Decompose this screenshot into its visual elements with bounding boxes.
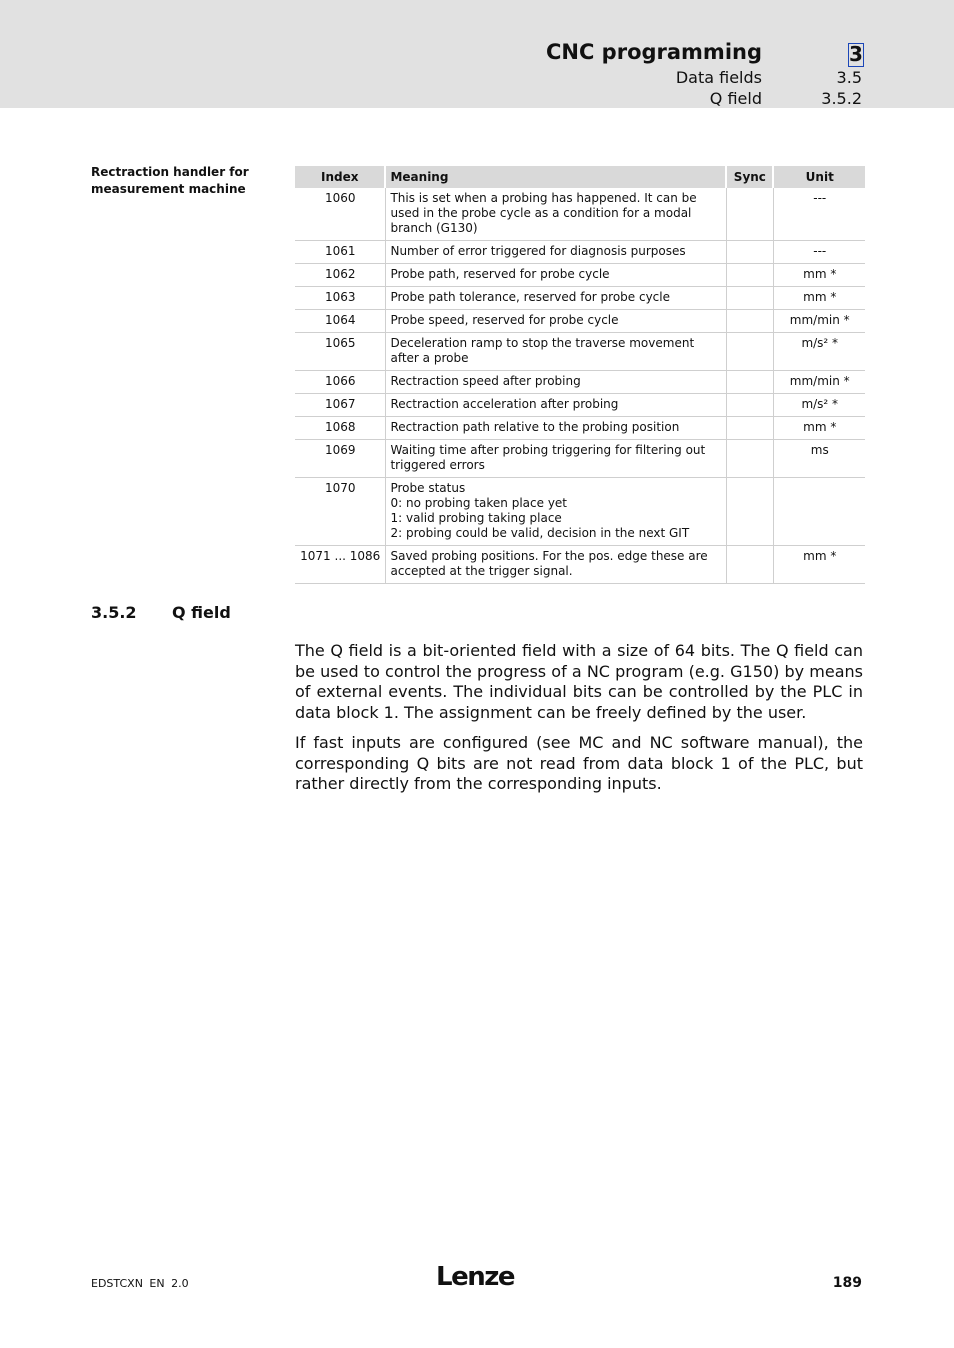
table-row [295,417,865,440]
cell-meaning: Rectraction speed after probing [386,371,727,394]
side-note: Rectraction handler for measurement machine [91,165,249,196]
cell-index: 1071 ... 1086 [295,546,386,584]
cell-sync [727,287,774,310]
cell-sync [727,188,774,241]
table-row [295,546,865,584]
cell-unit: m/s² * [774,333,865,371]
header-sync: Sync [727,166,774,188]
table-row [295,264,865,287]
section-label: Data fields [675,68,762,87]
cell-sync [727,546,774,584]
cell-unit: --- [774,241,865,264]
table-row [295,371,865,394]
header-meaning: Meaning [386,166,727,188]
cell-index: 1060 [295,188,386,241]
cell-sync [727,371,774,394]
cell-meaning: Probe status 0: no probing taken place yet 1: valid probing taking place 2: probing could be valid, decision in the next GIT [386,478,727,546]
cell-sync [727,264,774,287]
table-row [295,241,865,264]
cell-unit: m/s² * [774,394,865,417]
section-title: Q field [172,603,231,622]
subsection-label: Q field [709,89,762,108]
table-row [295,287,865,310]
document-id: EDSTCXN EN 2.0 [91,1277,189,1290]
probe-parameter-table [295,166,865,584]
chapter-title: CNC programming [545,40,762,64]
cell-sync [727,333,774,371]
cell-unit: mm * [774,546,865,584]
cell-index: 1070 [295,478,386,546]
cell-index: 1066 [295,371,386,394]
body-paragraph: If fast inputs are configured (see MC and NC software manual), the corresponding Q bits are not read from data block 1 of the PLC, but rather directly from the corresponding inputs. [295,733,863,794]
cell-unit: ms [774,440,865,478]
chapter-number-link[interactable]: 3 [849,42,863,66]
cell-meaning: Rectraction acceleration after probing [386,394,727,417]
cell-unit: --- [774,188,865,241]
cell-unit [774,478,865,546]
table-row [295,394,865,417]
cell-meaning: This is set when a probing has happened. It can be used in the probe cycle as a condition for a modal branch (G130) [386,188,727,241]
cell-sync [727,310,774,333]
cell-index: 1064 [295,310,386,333]
header-index: Index [295,166,386,188]
table-row [295,310,865,333]
cell-meaning: Waiting time after probing triggering for filtering out triggered errors [386,440,727,478]
header-band [0,0,954,108]
cell-unit: mm/min * [774,310,865,333]
header-unit: Unit [774,166,865,188]
cell-sync [727,478,774,546]
table-row [295,440,865,478]
table-header-row [295,166,865,188]
cell-meaning: Probe path, reserved for probe cycle [386,264,727,287]
cell-meaning: Rectraction path relative to the probing position [386,417,727,440]
cell-meaning: Number of error triggered for diagnosis purposes [386,241,727,264]
cell-index: 1063 [295,287,386,310]
cell-index: 1065 [295,333,386,371]
cell-meaning: Saved probing positions. For the pos. edge these are accepted at the trigger signal. [386,546,727,584]
table-row [295,333,865,371]
section-number-heading: 3.5.2 [91,603,137,622]
body-paragraph: The Q field is a bit-oriented field with a size of 64 bits. The Q field can be used to control the progress of a NC program (e.g. G150) by means of external events. The individual bits can be controlled by the PLC in data block 1. The assignment can be freely defined by the user. [295,641,863,723]
table-body [295,188,865,584]
page-number: 189 [832,1275,862,1291]
cell-index: 1069 [295,440,386,478]
cell-unit: mm * [774,417,865,440]
cell-unit: mm * [774,264,865,287]
cell-sync [727,440,774,478]
cell-sync [727,394,774,417]
cell-unit: mm/min * [774,371,865,394]
lenze-logo: Lenze [436,1262,514,1292]
cell-meaning: Deceleration ramp to stop the traverse movement after a probe [386,333,727,371]
cell-index: 1067 [295,394,386,417]
cell-index: 1068 [295,417,386,440]
cell-sync [727,417,774,440]
section-number: 3.5 [836,68,862,87]
cell-sync [727,241,774,264]
cell-meaning: Probe path tolerance, reserved for probe cycle [386,287,727,310]
cell-meaning: Probe speed, reserved for probe cycle [386,310,727,333]
table-row [295,478,865,546]
cell-index: 1061 [295,241,386,264]
cell-unit: mm * [774,287,865,310]
subsection-number: 3.5.2 [821,89,862,108]
table-row [295,188,865,241]
cell-index: 1062 [295,264,386,287]
